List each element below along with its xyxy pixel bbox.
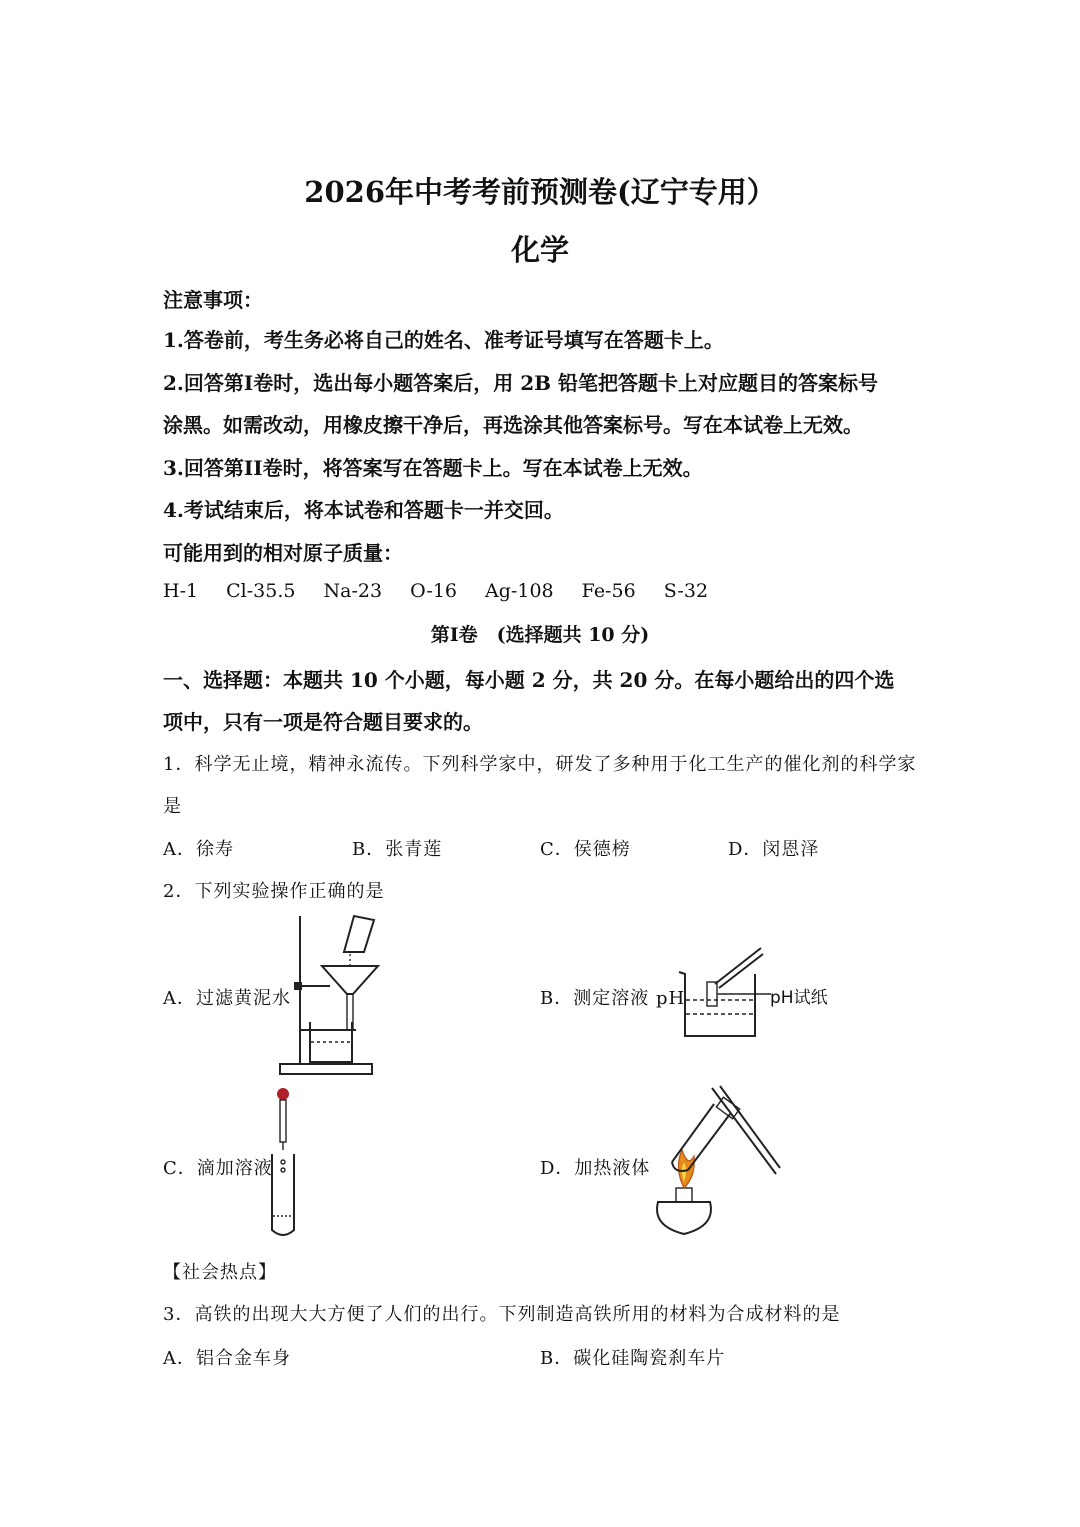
q1-option-c: C．侯德榜 [540,839,631,860]
atomic-mass: Cl-35.5 [226,580,296,602]
section-intro: 项中，只有一项是符合题目要求的。 [163,710,483,734]
q1-option-d: D．闵恩泽 [728,839,820,860]
question-3-stem: 3．高铁的出现大大方便了人们的出行。下列制造高铁所用的材料为合成材料的是 [163,1304,841,1325]
alcohol-lamp-heating-illustration [644,1084,784,1244]
question-1-stem: 是 [163,796,182,817]
section-title: 第I卷 (选择题共 10 分) [430,624,650,646]
q2-option-c: C．滴加溶液 [163,1158,273,1179]
subject-title: 化学 [510,233,569,267]
q1-option-b: B．张青莲 [352,839,443,860]
ph-test-illustration [675,944,855,1044]
section-intro: 一、选择题：本题共 10 个小题，每小题 2 分，共 20 分。在每小题给出的四个选 [163,668,895,692]
atomic-mass: S-32 [663,580,709,602]
q3-option-a: A．铝合金车身 [163,1348,291,1369]
filtration-apparatus-illustration [280,912,400,1082]
atomic-mass: Na-23 [323,580,383,602]
dropper-illustration [266,1084,306,1244]
hot-topic-tag: 【社会热点】 [163,1262,277,1283]
question-1-stem: 1．科学无止境，精神永流传。下列科学家中，研发了多种用于化工生产的催化剂的科学家 [163,754,917,775]
atomic-mass: O-16 [410,580,457,602]
q2-option-d: D．加热液体 [540,1158,651,1179]
notice-heading: 注意事项： [163,288,263,312]
q2-option-b: B．测定溶液 pH [540,988,686,1009]
notice-item: 涂黑。如需改动，用橡皮擦干净后，再选涂其他答案标号。写在本试卷上无效。 [163,413,863,437]
atomic-mass-list [163,580,730,602]
notice-item: 4.考试结束后，将本试卷和答题卡一并交回。 [163,498,564,522]
q2-option-a: A．过滤黄泥水 [163,988,291,1009]
atomic-mass: H-1 [163,580,199,602]
atomic-mass: Ag-108 [485,580,554,602]
notice-item: 2.回答第I卷时，选出每小题答案后，用 2B 铅笔把答题卡上对应题目的答案标号 [163,371,878,395]
ph-paper-label: pH试纸 [770,988,828,1008]
question-2-stem: 2．下列实验操作正确的是 [163,881,385,902]
q3-option-b: B．碳化硅陶瓷刹车片 [540,1348,726,1369]
notice-item: 3.回答第II卷时，将答案写在答题卡上。写在本试卷上无效。 [163,456,703,480]
exam-title: 2026年中考考前预测卷(辽宁专用） [304,175,776,209]
atomic-mass-heading: 可能用到的相对原子质量： [163,541,403,565]
notice-item: 1.答卷前，考生务必将自己的姓名、准考证号填写在答题卡上。 [163,328,724,352]
atomic-mass: Fe-56 [581,580,636,602]
q1-option-a: A．徐寿 [163,839,234,860]
